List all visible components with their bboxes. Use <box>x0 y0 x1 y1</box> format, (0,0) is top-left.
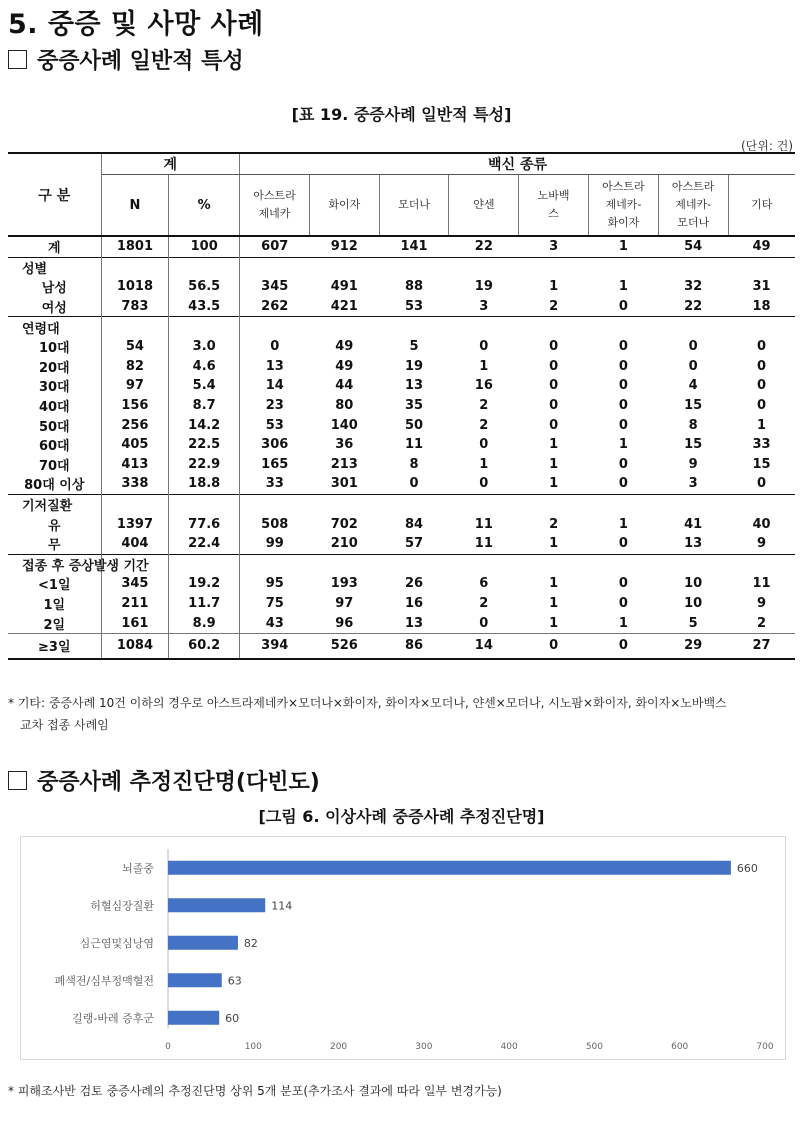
table-row <box>8 415 795 435</box>
category-label: 길랭-바레 증후군 <box>72 1011 154 1025</box>
vaccine-header-line: 기타 <box>751 198 773 211</box>
table-cell: 77.6 <box>169 514 240 534</box>
row-label: 2일 <box>8 613 101 633</box>
severe-case-table <box>8 152 795 660</box>
header-vaccine-0 <box>240 175 310 237</box>
table-cell: 0 <box>549 417 559 433</box>
table-cell: 19 <box>405 358 424 374</box>
table-cell: 1 <box>549 279 559 295</box>
table-cell: 394 <box>240 633 310 659</box>
table-cell: 4.6 <box>169 357 240 377</box>
table-cell: 413 <box>101 455 169 475</box>
table-cell: 29 <box>658 633 728 659</box>
table-cell: 783 <box>101 297 169 317</box>
table-cell: 1 <box>618 437 628 453</box>
header-n: N <box>101 175 169 237</box>
row-label: 여성 <box>8 297 101 317</box>
table-cell: 100 <box>169 236 240 257</box>
data-label: 60 <box>225 1011 240 1025</box>
table-cell: 0 <box>618 299 628 315</box>
table-cell: 3 <box>479 299 489 315</box>
table-row <box>8 574 795 594</box>
table-cell: 9 <box>757 595 767 611</box>
table-cell: 53 <box>405 299 424 315</box>
table-row <box>8 594 795 614</box>
table-cell: 0 <box>270 339 280 355</box>
table-cell: 13 <box>684 536 703 552</box>
x-tick-label: 700 <box>756 1042 774 1052</box>
x-tick-label: 300 <box>415 1042 433 1052</box>
table-cell: 1 <box>549 437 559 453</box>
table-cell: 10 <box>684 595 703 611</box>
row-label: 계 <box>8 236 101 257</box>
table-cell: 49 <box>335 358 354 374</box>
vaccine-header-line: 제네카 <box>258 207 291 220</box>
table-cell: 211 <box>101 594 169 614</box>
table-cell: 11 <box>474 516 493 532</box>
table-cell: 15 <box>684 398 703 414</box>
table-cell: 56.5 <box>169 277 240 297</box>
table-cell: 0 <box>757 339 767 355</box>
table-section-row <box>8 554 795 574</box>
table-section-row <box>8 317 795 337</box>
table-cell: 2 <box>549 299 559 315</box>
table-row <box>8 534 795 554</box>
chart-frame <box>20 836 786 1060</box>
table-cell: 10 <box>684 576 703 592</box>
table-cell: 22.9 <box>169 455 240 475</box>
table-cell: 140 <box>330 417 358 433</box>
page-title: 5. 중증 및 사망 사례 <box>8 9 264 40</box>
table-cell: 41 <box>684 516 703 532</box>
header-vaccine-3 <box>449 175 519 237</box>
figure-footnote: * 피해조사반 검토 중증사례의 추정진단명 상위 5개 분포(추가조사 결과에 따라 일부 변경가능) <box>8 1084 502 1098</box>
table-cell: 8.9 <box>169 613 240 633</box>
header-vaccine-1 <box>309 175 379 237</box>
vaccine-header-line: 아스트라 <box>253 189 296 202</box>
table-cell: 57 <box>405 536 424 552</box>
table-section-row <box>8 494 795 514</box>
table-cell: 11.7 <box>169 594 240 614</box>
table-cell: 16 <box>474 378 493 394</box>
table-cell: 0 <box>519 633 589 659</box>
table-cell: 5 <box>688 615 698 631</box>
table-cell: 526 <box>309 633 379 659</box>
table-cell: 9 <box>688 456 698 472</box>
x-tick-label: 400 <box>500 1042 518 1052</box>
table-cell: 2 <box>479 398 489 414</box>
vaccine-header-line: 아스트라 <box>671 180 715 193</box>
data-label: 114 <box>271 899 293 913</box>
table-cell: 99 <box>265 536 284 552</box>
table-cell: 210 <box>330 536 358 552</box>
row-label: 무 <box>8 534 101 554</box>
table-cell: 2 <box>479 595 489 611</box>
table-cell: 0 <box>618 536 628 552</box>
table-row <box>8 396 795 416</box>
x-tick-label: 0 <box>165 1042 171 1052</box>
table-cell: 0 <box>618 358 628 374</box>
table-cell: 50 <box>405 417 424 433</box>
table-row <box>8 297 795 317</box>
table-cell: 35 <box>405 398 424 414</box>
table-cell: 0 <box>757 378 767 394</box>
table-cell: 84 <box>405 516 424 532</box>
table-cell: 165 <box>261 456 289 472</box>
table-cell: 193 <box>330 576 358 592</box>
table-cell: 1 <box>479 358 489 374</box>
table-cell: 0 <box>589 633 659 659</box>
vaccine-header-line: 얀센 <box>473 198 495 211</box>
row-label: 10대 <box>8 337 101 357</box>
table-cell: 11 <box>474 536 493 552</box>
figure-caption: [그림 6. 이상사례 중증사례 추정진단명] <box>258 807 545 826</box>
table-cell: 13 <box>405 378 424 394</box>
table-cell: 80 <box>335 398 354 414</box>
table-cell: 11 <box>752 576 771 592</box>
table-cell: 15 <box>752 456 771 472</box>
row-label: 유 <box>8 514 101 534</box>
table-cell: 0 <box>479 615 489 631</box>
table-cell: 0 <box>409 476 419 492</box>
row-label: 70대 <box>8 455 101 475</box>
table-cell: 0 <box>757 398 767 414</box>
table-cell: 508 <box>261 516 289 532</box>
table-cell: 8.7 <box>169 396 240 416</box>
checkbox-square-icon <box>8 50 27 69</box>
table-row <box>8 435 795 455</box>
table-footnote <box>8 692 727 736</box>
table-cell: 1 <box>549 576 559 592</box>
table-cell: 912 <box>309 236 379 257</box>
table-row <box>8 357 795 377</box>
table-cell: 404 <box>101 534 169 554</box>
table-cell: 6 <box>479 576 489 592</box>
table-cell: 301 <box>330 476 358 492</box>
table-cell: 31 <box>752 279 771 295</box>
table-cell: 22.4 <box>169 534 240 554</box>
header-pct: % <box>169 175 240 237</box>
unit-label: (단위: 건) <box>741 139 793 153</box>
table-cell: 1 <box>549 476 559 492</box>
table-cell: 0 <box>549 398 559 414</box>
table-cell: 95 <box>265 576 284 592</box>
row-label: 20대 <box>8 357 101 377</box>
header-vaccine-6 <box>658 175 728 237</box>
table-cell: 607 <box>240 236 310 257</box>
category-label: 심근염및심낭염 <box>79 936 154 950</box>
table-row <box>8 236 795 257</box>
table-cell: 1 <box>589 236 659 257</box>
table-cell: 1 <box>618 615 628 631</box>
table-cell: 97 <box>101 376 169 396</box>
table-cell: 338 <box>101 474 169 494</box>
table-cell: 0 <box>618 595 628 611</box>
table-section-row <box>8 257 795 277</box>
header-vaccine-5 <box>589 175 659 237</box>
table-cell: 22.5 <box>169 435 240 455</box>
table-cell: 1 <box>549 536 559 552</box>
table-cell: 1 <box>549 456 559 472</box>
section-heading-text: 중증사례 추정진단명(다빈도) <box>37 770 320 795</box>
table-cell: 22 <box>684 299 703 315</box>
table-cell: 0 <box>479 339 489 355</box>
table-cell: 0 <box>618 417 628 433</box>
table-cell: 1 <box>618 279 628 295</box>
table-cell: 141 <box>379 236 449 257</box>
table-cell: 1801 <box>101 236 169 257</box>
table-cell: 213 <box>330 456 358 472</box>
table-cell: 75 <box>265 595 284 611</box>
table-cell: 60.2 <box>169 633 240 659</box>
table-cell: 19 <box>474 279 493 295</box>
section-heading-text: 중증사례 일반적 특성 <box>37 49 244 74</box>
header-gubun: 구 분 <box>8 153 101 236</box>
table-cell: 18.8 <box>169 474 240 494</box>
table-cell: 345 <box>101 574 169 594</box>
table-cell: 2 <box>757 615 767 631</box>
x-tick-label: 500 <box>585 1042 604 1052</box>
table-cell: 18 <box>752 299 771 315</box>
table-cell: 96 <box>335 615 354 631</box>
checkbox-square-icon <box>8 771 27 790</box>
table-cell: 97 <box>335 595 354 611</box>
table-cell: 27 <box>728 633 795 659</box>
table-row <box>8 277 795 297</box>
section-label: 기저질환 <box>8 494 101 514</box>
table-cell: 19.2 <box>169 574 240 594</box>
vaccine-header-line: 모더나 <box>398 198 430 211</box>
header-total: 계 <box>101 153 240 175</box>
table-cell: 3 <box>519 236 589 257</box>
table-footnote-line: 교차 접종 사례임 <box>20 718 109 732</box>
row-label: 1일 <box>8 594 101 614</box>
table-cell: 3.0 <box>169 337 240 357</box>
row-label: 남성 <box>8 277 101 297</box>
table-cell: 13 <box>265 358 284 374</box>
table-cell: 54 <box>658 236 728 257</box>
table-row <box>8 613 795 633</box>
table-cell: 22 <box>449 236 519 257</box>
vaccine-header-line: 제네카- <box>675 198 712 211</box>
section-heading-characteristics <box>8 44 244 75</box>
section-heading-diagnosis <box>8 765 320 796</box>
category-label: 허혈심장질환 <box>90 899 154 913</box>
table-cell: 1 <box>618 516 628 532</box>
table-cell: 0 <box>618 339 628 355</box>
table-cell: 32 <box>684 279 703 295</box>
table-cell: 3 <box>688 476 698 492</box>
table-cell: 0 <box>618 476 628 492</box>
vaccine-header-line: 제네카- <box>605 198 642 211</box>
table-cell: 0 <box>618 456 628 472</box>
data-label: 63 <box>227 974 242 988</box>
table-row <box>8 514 795 534</box>
category-label: 뇌졸중 <box>122 861 154 875</box>
vaccine-header-line: 스 <box>548 207 559 220</box>
table-row <box>8 474 795 494</box>
table-cell: 43 <box>265 615 284 631</box>
table-cell: 9 <box>757 536 767 552</box>
table-row <box>8 376 795 396</box>
row-label: 30대 <box>8 376 101 396</box>
table-cell: 161 <box>101 613 169 633</box>
header-vaccine-4 <box>519 175 589 237</box>
table-cell: 5.4 <box>169 376 240 396</box>
row-label: 50대 <box>8 415 101 435</box>
category-label: 폐색전/심부정맥혈전 <box>54 974 154 988</box>
data-label: 82 <box>243 936 258 950</box>
header-vaccine-2 <box>379 175 449 237</box>
table-cell: 405 <box>101 435 169 455</box>
vaccine-header-line: 노바백 <box>537 189 570 202</box>
table-cell: 49 <box>335 339 354 355</box>
table-cell: 53 <box>265 417 284 433</box>
table-cell: 0 <box>618 378 628 394</box>
bar <box>168 936 238 950</box>
table-cell: 1018 <box>101 277 169 297</box>
row-label: 80대 이상 <box>8 474 101 494</box>
table-footnote-line: * 기타: 중증사례 10건 이하의 경우로 아스트라제네카×모더나×화이자, 화이자×모더나, 얀센×모더나, 시노팜×화이자, 화이자×노바백스 <box>8 696 727 710</box>
bar <box>168 861 731 875</box>
table-cell: 1 <box>549 615 559 631</box>
table-cell: 0 <box>479 437 489 453</box>
table-cell: 4 <box>688 378 698 394</box>
table-cell: 0 <box>618 576 628 592</box>
table-cell: 0 <box>618 398 628 414</box>
table-row <box>8 337 795 357</box>
row-label: 60대 <box>8 435 101 455</box>
table-cell: 0 <box>479 476 489 492</box>
table-cell: 49 <box>728 236 795 257</box>
table-cell: 14 <box>265 378 284 394</box>
table-cell: 156 <box>101 396 169 416</box>
table-cell: 1 <box>549 595 559 611</box>
header-vaccine-type: 백신 종류 <box>240 153 795 175</box>
table-cell: 86 <box>379 633 449 659</box>
bar <box>168 1011 219 1025</box>
table-cell: 88 <box>405 279 424 295</box>
table-cell: 11 <box>405 437 424 453</box>
x-tick-label: 600 <box>671 1042 689 1052</box>
table-cell: 40 <box>752 516 771 532</box>
table-cell: 16 <box>405 595 424 611</box>
table-cell: 1084 <box>101 633 169 659</box>
x-tick-label: 100 <box>244 1042 262 1052</box>
table-cell: 8 <box>688 417 698 433</box>
table-cell: 306 <box>261 437 289 453</box>
table-cell: 0 <box>549 339 559 355</box>
section-label: 연령대 <box>8 317 101 337</box>
table-cell: 23 <box>265 398 284 414</box>
table-cell: 0 <box>688 339 698 355</box>
table-cell: 421 <box>330 299 358 315</box>
vaccine-header-line: 아스트라 <box>602 180 645 193</box>
row-label: ≥3일 <box>8 633 101 659</box>
table-cell: 1 <box>479 456 489 472</box>
row-label: 40대 <box>8 396 101 416</box>
vaccine-header-line: 화이자 <box>607 216 640 229</box>
table-cell: 262 <box>261 299 289 315</box>
table-cell: 36 <box>335 437 354 453</box>
table-cell: 2 <box>549 516 559 532</box>
x-tick-label: 200 <box>329 1042 348 1052</box>
table-cell: 15 <box>684 437 703 453</box>
table-cell: 44 <box>335 378 354 394</box>
table-cell: 14 <box>449 633 519 659</box>
table-cell: 0 <box>549 358 559 374</box>
table-cell: 2 <box>479 417 489 433</box>
table-cell: 33 <box>265 476 284 492</box>
bar <box>168 973 222 987</box>
table-cell: 82 <box>101 357 169 377</box>
table-cell: 13 <box>405 615 424 631</box>
table-caption: [표 19. 중증사례 일반적 특성] <box>291 105 512 124</box>
vaccine-header-line: 화이자 <box>328 198 361 211</box>
section-label: 성별 <box>8 257 101 277</box>
data-label: 660 <box>736 861 758 875</box>
table-cell: 1397 <box>101 514 169 534</box>
table-cell: 43.5 <box>169 297 240 317</box>
table-row <box>8 455 795 475</box>
table-cell: 702 <box>330 516 358 532</box>
table-cell: 14.2 <box>169 415 240 435</box>
vaccine-header-line: 모더나 <box>677 216 710 229</box>
table-cell: 8 <box>409 456 419 472</box>
table-cell: 26 <box>405 576 424 592</box>
header-vaccine-7 <box>728 175 795 237</box>
table-cell: 0 <box>757 358 767 374</box>
table-cell: 0 <box>757 476 767 492</box>
table-cell: 54 <box>101 337 169 357</box>
diagnosis-bar-chart <box>21 837 785 1059</box>
bar <box>168 898 265 912</box>
table-cell: 33 <box>752 437 771 453</box>
table-cell: 0 <box>549 378 559 394</box>
table-cell: 0 <box>688 358 698 374</box>
table-cell: 256 <box>101 415 169 435</box>
table-row <box>8 633 795 659</box>
table-cell: 491 <box>330 279 358 295</box>
table-cell: 1 <box>757 417 767 433</box>
section-label: 접종 후 증상발생 기간 <box>8 554 101 574</box>
row-label: <1일 <box>8 574 101 594</box>
table-cell: 345 <box>261 279 289 295</box>
table-cell: 5 <box>409 339 419 355</box>
